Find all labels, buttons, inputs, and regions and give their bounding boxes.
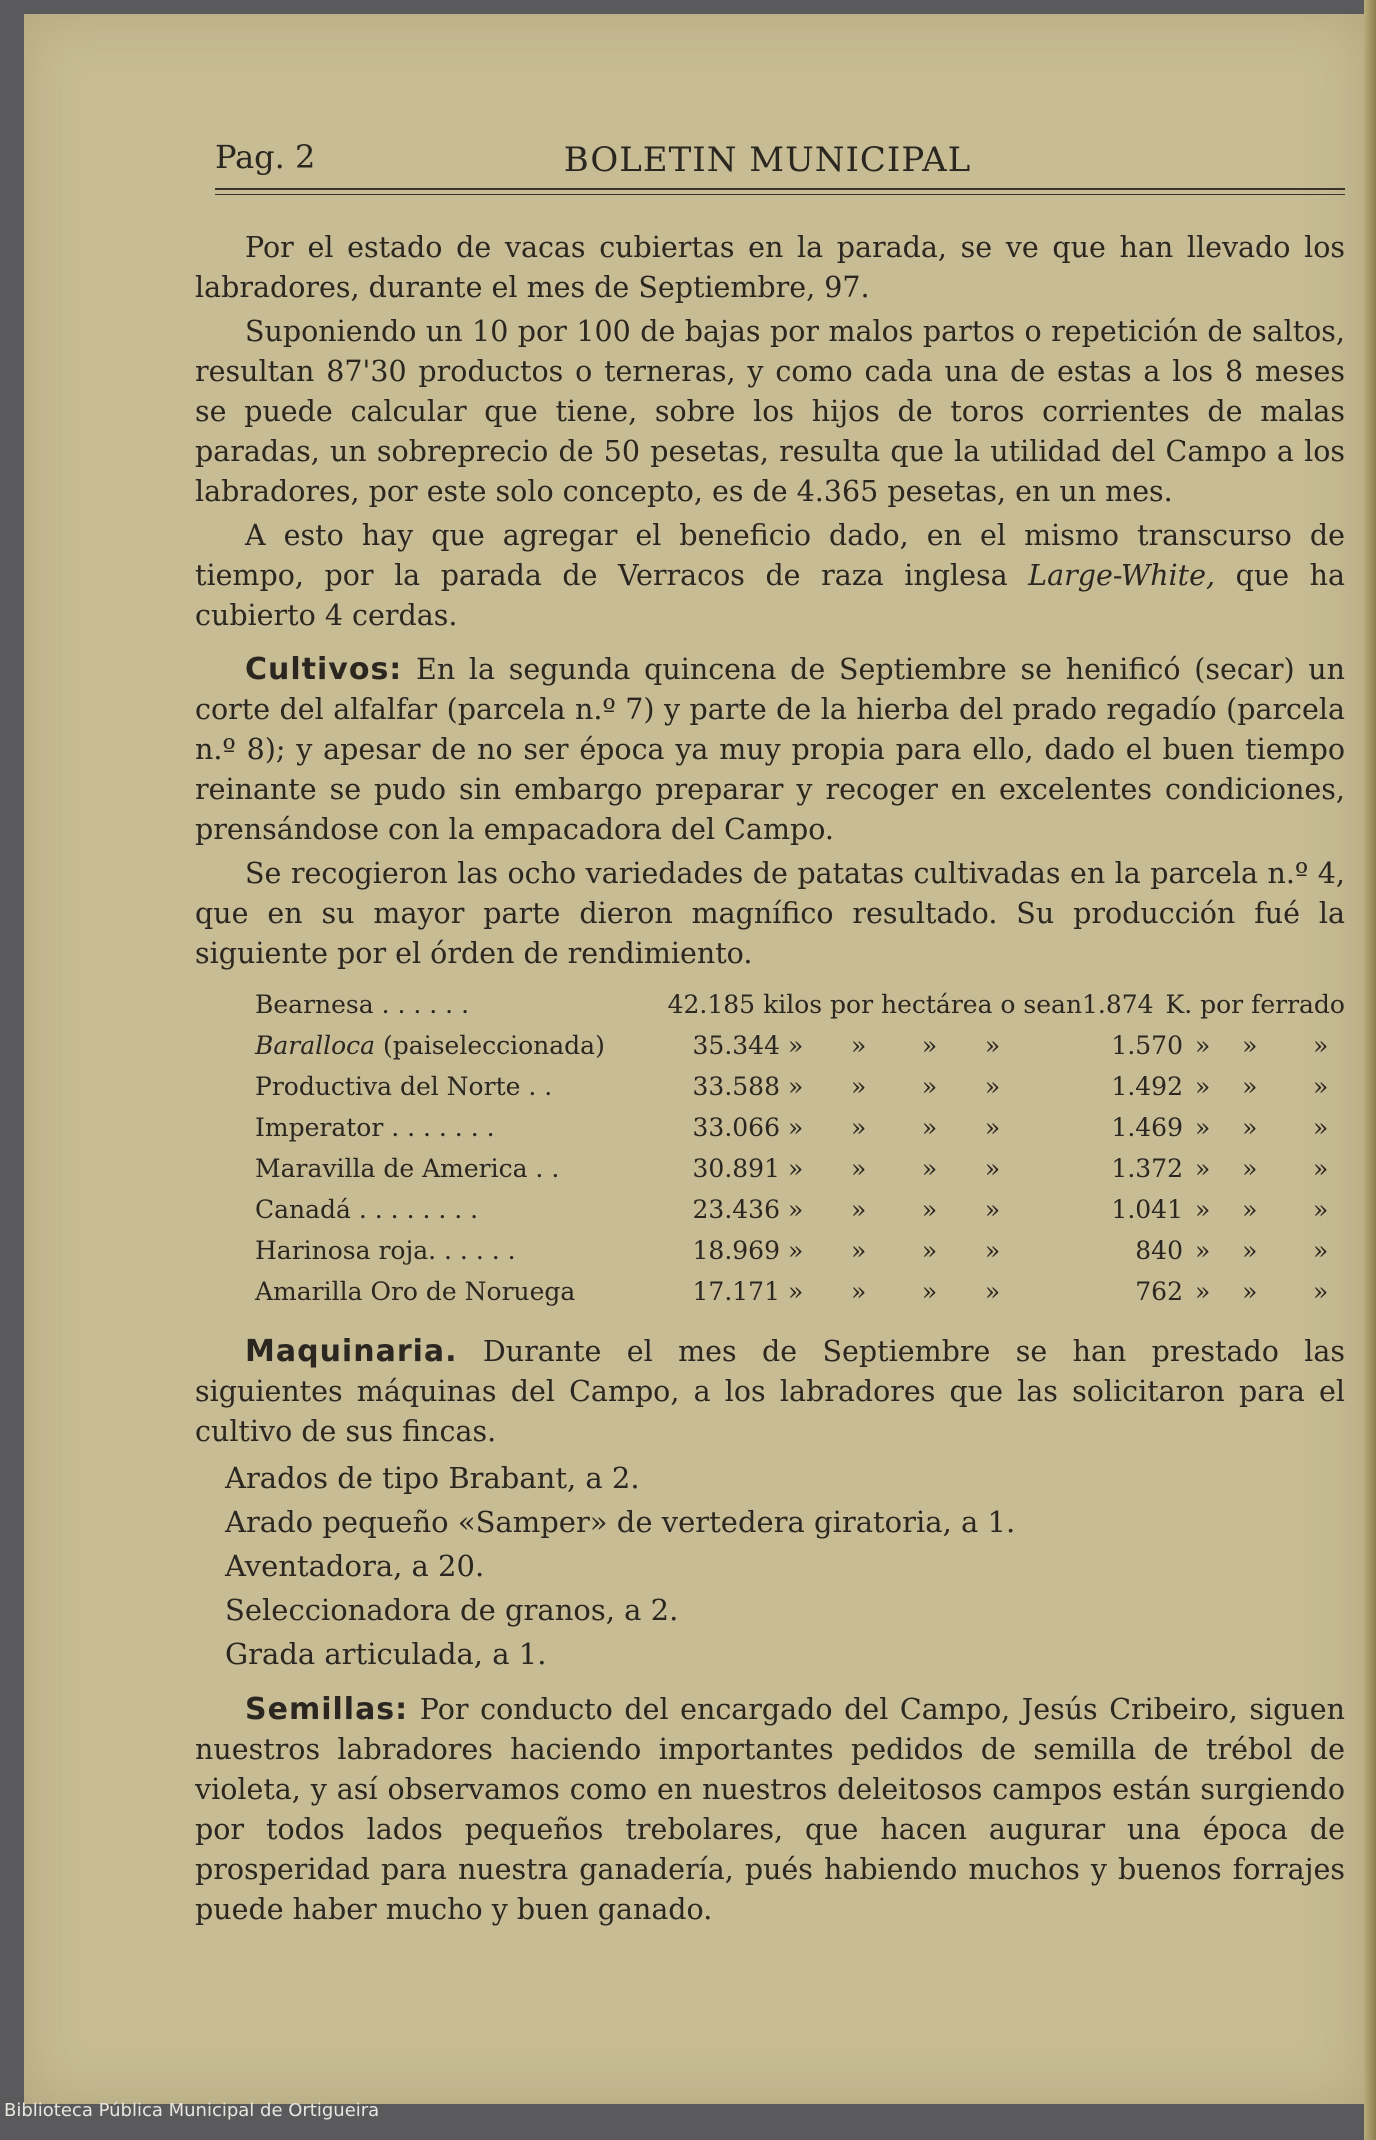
- page-header: [190, 138, 1345, 186]
- variety-name: Imperator . . . . . . .: [255, 1113, 495, 1142]
- ditto-marks: » » »: [1195, 1072, 1329, 1101]
- variety-name: Canadá . . . . . . . .: [255, 1195, 479, 1224]
- list-item: Aventadora, a 20.: [225, 1549, 485, 1583]
- variety-name: Harinosa roja. . . . . .: [255, 1236, 516, 1265]
- table-row: [255, 984, 1345, 1025]
- table-row: [255, 1066, 1345, 1107]
- kilos-value: 23.436: [692, 1195, 780, 1224]
- table-row: [255, 1230, 1345, 1271]
- kilos-value: 42.185: [667, 990, 756, 1019]
- ferrado-value: 762: [1135, 1277, 1183, 1306]
- ditto-marks: » » » »: [788, 1113, 1001, 1142]
- paragraph-terneras: Suponiendo un 10 por 100 de bajas por malos partos o repetición de saltos, resultan 87'30 productos o terneras, y como cada una de estas a los 8 meses se puede calcular que tiene, sobre los hijos de toros corrientes de malas paradas, un sobreprecio de 50 pesetas, resulta que la utilidad del Campo a los labradores, por este solo concepto, es de 4.365 pesetas, en un mes.: [195, 315, 1345, 508]
- list-item: Arado pequeño «Samper» de vertedera giratoria, a 1.: [225, 1505, 1016, 1539]
- table-row: [255, 1148, 1345, 1189]
- library-credit: Biblioteca Pública Municipal de Ortigueira: [4, 2100, 380, 2121]
- section-text: En la segunda quincena de Septiembre se henificó (secar) un corte del alfalfar (parcela n.º 7) y parte de la hierba del prado regadío (parcela n.º 8); y apesar de no ser época ya muy propia para ello, dado el buen tiempo reinante se pudo sin embargo preparar y recoger en excelentes condiciones, prensándose con la empacadora del Campo.: [195, 653, 1345, 846]
- publication-title: BOLETIN MUNICIPAL: [563, 140, 972, 180]
- table-row: [255, 1271, 1345, 1312]
- variety-name: Maravilla de America . .: [255, 1154, 560, 1183]
- paragraph-verracos: [195, 516, 1345, 636]
- section-heading: Cultivos:: [245, 652, 403, 687]
- unit-text: kilos por hectárea o sean: [763, 990, 1083, 1019]
- section-heading: Semillas:: [245, 1692, 409, 1727]
- article-body: [195, 228, 1345, 1934]
- paragraph-patatas: Se recogieron las ocho variedades de patatas cultivadas en la parcela n.º 4, que en su mayor parte dieron magnífico resultado. Su producción fué la siguiente por el órden de rendimiento.: [195, 857, 1345, 970]
- ditto-marks: » » » »: [788, 1236, 1001, 1265]
- ditto-marks: » » »: [1195, 1277, 1329, 1306]
- list-item: Grada articulada, a 1.: [225, 1637, 547, 1671]
- ditto-marks: » » »: [1195, 1113, 1329, 1142]
- ferrado-value: 1.570: [1111, 1031, 1183, 1060]
- ditto-marks: » » » »: [788, 1195, 1001, 1224]
- ferrado-value: 840: [1135, 1236, 1183, 1265]
- list-item: Arados de tipo Brabant, a 2.: [225, 1461, 640, 1495]
- text: que ha cubierto 4 cerdas.: [195, 559, 1345, 632]
- ditto-marks: » » »: [1195, 1236, 1329, 1265]
- variety-name: [255, 1025, 685, 1066]
- page-edge: [1364, 0, 1376, 2140]
- kilos-value: 35.344: [692, 1031, 780, 1060]
- variety-note: (paiseleccionada): [375, 1031, 605, 1060]
- ferrado-value: 1.041: [1111, 1195, 1183, 1224]
- ditto-marks: » » » »: [788, 1031, 1001, 1060]
- variety-name: Amarilla Oro de Noruega: [255, 1277, 576, 1306]
- breed-name: Large-White,: [1028, 559, 1216, 592]
- section-text: Durante el mes de Septiembre se han prestado las siguientes máquinas del Campo, a los labradores que las solicitaron para el cultivo de sus fincas.: [195, 1335, 1345, 1448]
- table-row: [255, 1189, 1345, 1230]
- section-semillas: [195, 1690, 1345, 1930]
- section-maquinaria: [195, 1332, 1345, 1452]
- ditto-marks: » » » »: [788, 1072, 1001, 1101]
- machines-list: [225, 1456, 1345, 1676]
- ferrado-value: 1.874: [1081, 990, 1154, 1019]
- potato-table: [255, 984, 1345, 1312]
- table-row: [255, 1025, 1345, 1066]
- variety-name-italic: Baralloca: [255, 1031, 376, 1060]
- variety-name: Productiva del Norte . .: [255, 1072, 553, 1101]
- section-cultivos: [195, 650, 1345, 850]
- ferrado-value: 1.469: [1111, 1113, 1183, 1142]
- list-item: Seleccionadora de granos, a 2.: [225, 1593, 679, 1627]
- section-text: Por conducto del encargado del Campo, Jesús Cribeiro, siguen nuestros labradores haciendo importantes pedidos de semilla de trébol de violeta, y así observamos como en nuestros deleitosos campos están surgiendo por todos lados pequeños trebolares, que hacen augurar una época de prosperidad para nuestra ganadería, pués habiendo muchos y buenos forrajes puede haber mucho y buen ganado.: [195, 1693, 1345, 1926]
- section-heading: Maquinaria.: [245, 1334, 458, 1369]
- ditto-marks: » » » »: [788, 1154, 1001, 1183]
- kilos-value: 30.891: [692, 1154, 780, 1183]
- header-rule: [215, 188, 1345, 195]
- ditto-marks: » » »: [1195, 1195, 1329, 1224]
- kilos-value: 17.171: [692, 1277, 780, 1306]
- ditto-marks: » » » »: [788, 1277, 1001, 1306]
- unit-tail: K. por ferrado: [1165, 990, 1345, 1019]
- kilos-value: 18.969: [692, 1236, 780, 1265]
- text: A esto hay que agregar el beneficio dado, en el mismo transcurso de tiempo, por la parada de Verracos de raza inglesa: [195, 519, 1345, 592]
- paragraph-vacas: Por el estado de vacas cubiertas en la parada, se ve que han llevado los labradores, durante el mes de Septiembre, 97.: [195, 231, 1345, 304]
- ditto-marks: » » »: [1195, 1154, 1329, 1183]
- kilos-value: 33.588: [692, 1072, 780, 1101]
- ferrado-value: 1.372: [1111, 1154, 1183, 1183]
- table-row: [255, 1107, 1345, 1148]
- kilos-value: 33.066: [692, 1113, 780, 1142]
- ferrado-value: 1.492: [1111, 1072, 1183, 1101]
- ditto-marks: » » »: [1195, 1031, 1329, 1060]
- page-number: Pag. 2: [215, 138, 316, 176]
- variety-name: Bearnesa . . . . . .: [255, 990, 470, 1019]
